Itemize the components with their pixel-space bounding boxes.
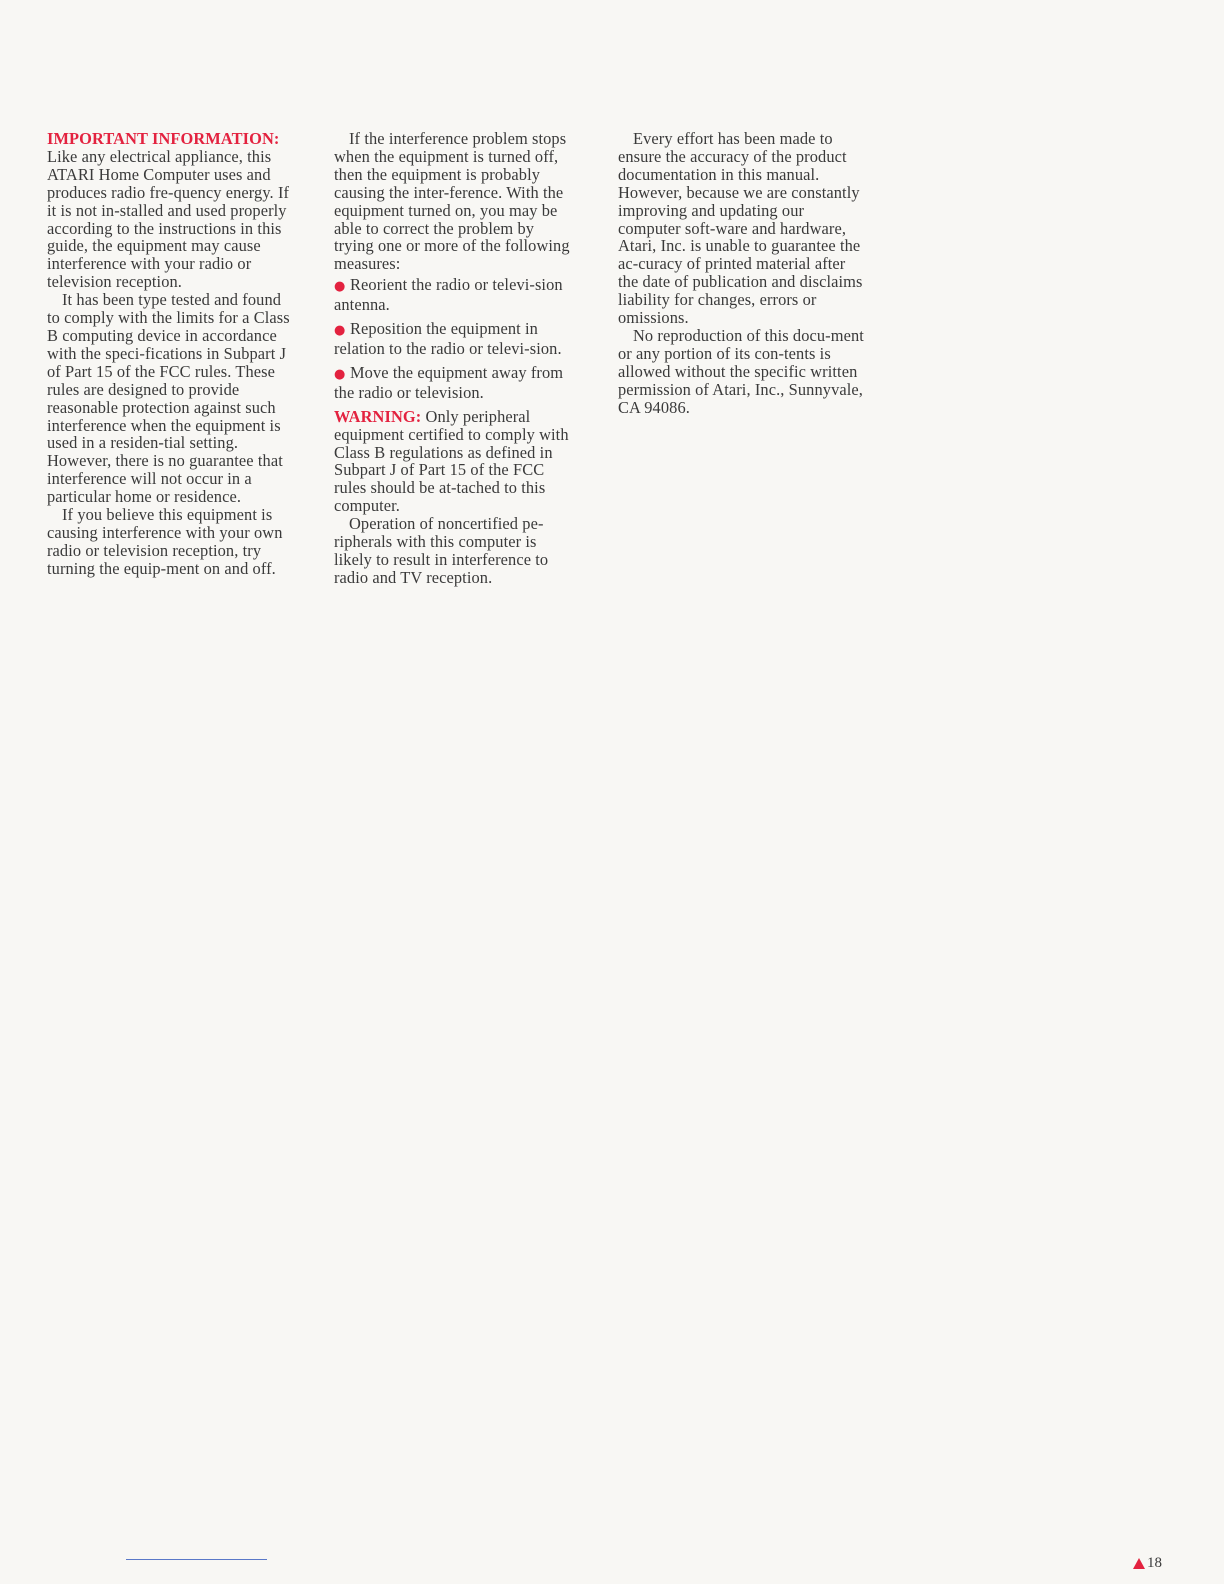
warning-text: Only peripheral equipment certified to comply with Class B regulations as defined in Subpart J of Part 15 of the FCC rules should be at-tached to this computer.	[334, 406, 569, 516]
bullet-dot-icon: ●	[334, 323, 346, 339]
noncertified-paragraph: Operation of noncertified pe-ripherals with this computer is likely to result in interference to radio and TV reception.	[334, 514, 549, 587]
bullet-dot-icon: ●	[334, 366, 346, 382]
page-number	[1133, 1555, 1162, 1572]
bottom-rule-divider	[126, 1559, 267, 1560]
warning-heading: WARNING:	[334, 406, 422, 426]
intro-paragraph: Like any electrical appliance, this ATARI Home Computer uses and produces radio fre-quency energy. If it is not in-stalled and used properly according to the instructions in this guide, the equipment may cause interference with your radio or television reception.	[47, 146, 290, 292]
type-tested-paragraph: It has been type tested and found to comply with the limits for a Class B computing device in accordance with the speci-fications in Subpart J of Part 15 of the FCC rules. These rules are designed to provide reasonable protection against such interference when the equipment is used in a residen-tial setting. However, there is no guarantee that interference will not occur in a particular home or residence.	[47, 290, 290, 507]
accuracy-paragraph: Every effort has been made to ensure the accuracy of the product documentation in this manual. However, because we are constantly improving and updating our computer soft-ware and hardware, Atari, Inc. is unable to guarantee the ac-curacy of printed material after the date of publication and disclaims liability for changes, errors or omissions.	[618, 129, 863, 328]
interference-problem-paragraph: If the interference problem stops when the equipment is turned off, then the equipment is probably causing the inter-ference. With the equipment turned on, you may be able to correct the problem by trying one or more of the following measures:	[334, 129, 570, 274]
page-number-text: 18	[1147, 1555, 1162, 1571]
reproduction-paragraph: No reproduction of this docu-ment or any portion of its con-tents is allowed without the specific written permission of Atari, Inc., Sunnyvale, CA 94086.	[618, 325, 864, 417]
important-information-heading: IMPORTANT INFORMATION:	[47, 129, 280, 148]
bullet-item-reposition	[334, 320, 574, 358]
bullet-dot-icon: ●	[334, 279, 346, 295]
triangle-icon	[1133, 1558, 1145, 1569]
column-important-information	[47, 130, 297, 578]
bullet-text: Reposition the equipment in relation to the radio or televi-sion.	[334, 319, 562, 358]
column-interference-measures	[334, 130, 574, 587]
warning-paragraph	[334, 408, 574, 515]
bullet-item-move	[334, 364, 574, 402]
bullet-item-reorient	[334, 276, 574, 314]
bullet-text: Reorient the radio or televi-sion antenna.	[334, 275, 563, 315]
column-disclaimer	[618, 130, 864, 417]
interference-check-paragraph: If you believe this equipment is causing interference with your own radio or television reception, try turning the equip-ment on and off.	[47, 505, 283, 578]
bullet-text: Move the equipment away from the radio or television.	[334, 362, 564, 402]
